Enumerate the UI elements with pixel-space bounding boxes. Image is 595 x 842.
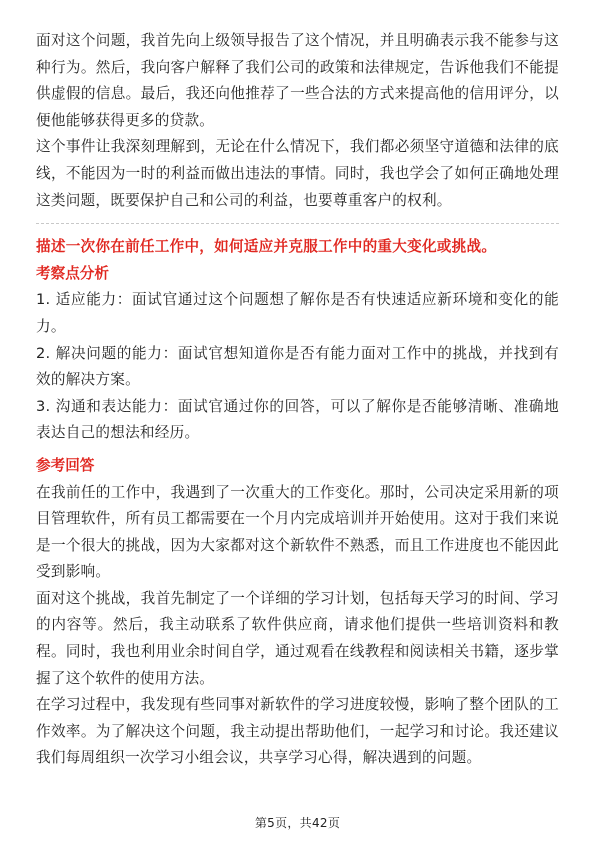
section-divider — [36, 223, 559, 224]
answer-paragraph-3: 在学习过程中，我发现有些同事对新软件的学习进度较慢，影响了整个团队的工作效率。为了解决这个问题，我主动提出帮助他们，一起学习和讨论。我还建议我们每周组织一次学习小组会议，共享学习心得，解决遇到的问题。 — [36, 696, 559, 767]
intro-paragraph-2: 这个事件让我深刻理解到，无论在什么情况下，我们都必须坚守道德和法律的底线，不能因为一时的利益而做出违法的事情。同时，我也学会了如何正确地处理这类问题，既要保护自己和公司的利益，也要尊重客户的权利。 — [36, 138, 559, 209]
document-page — [36, 28, 559, 772]
analysis-item-1: 1. 适应能力：面试官通过这个问题想了解你是否有快速适应新环境和变化的能力。 — [36, 291, 559, 335]
answer-heading: 参考回答 — [36, 456, 95, 474]
question-title: 描述一次你在前任工作中，如何适应并克服工作中的重大变化或挑战。 — [36, 238, 497, 256]
analysis-item-2: 2. 解决问题的能力：面试官想知道你是否有能力面对工作中的挑战，并找到有效的解决方案。 — [36, 344, 559, 389]
analysis-item-3: 3. 沟通和表达能力：面试官通过你的回答，可以了解你是否能够清晰、准确地表达自己的想法和经历。 — [36, 397, 559, 442]
analysis-heading: 考察点分析 — [36, 264, 109, 282]
answer-paragraph-2: 面对这个挑战，我首先制定了一个详细的学习计划，包括每天学习的时间、学习的内容等。然后，我主动联系了软件供应商，请求他们提供一些培训资料和教程。同时，我也利用业余时间自学，通过观看在线教程和阅读相关书籍，逐步掌握了这个软件的使用方法。 — [36, 589, 559, 687]
intro-paragraph-1: 面对这个问题，我首先向上级领导报告了这个情况，并且明确表示我不能参与这种行为。然后，我向客户解释了我们公司的政策和法律规定，告诉他我们不能提供虚假的信息。最后，我还向他推荐了一些合法的方式来提高他的信用评分，以便他能够获得更多的贷款。 — [36, 32, 559, 129]
page-number-footer: 第5页，共42页 — [254, 816, 341, 830]
answer-paragraph-1: 在我前任的工作中，我遇到了一次重大的工作变化。那时，公司决定采用新的项目管理软件，所有员工都需要在一个月内完成培训并开始使用。这对于我们来说是一个很大的挑战，因为大家都对这个新软件不熟悉，而且工作进度也不能因此受到影响。 — [36, 483, 559, 581]
